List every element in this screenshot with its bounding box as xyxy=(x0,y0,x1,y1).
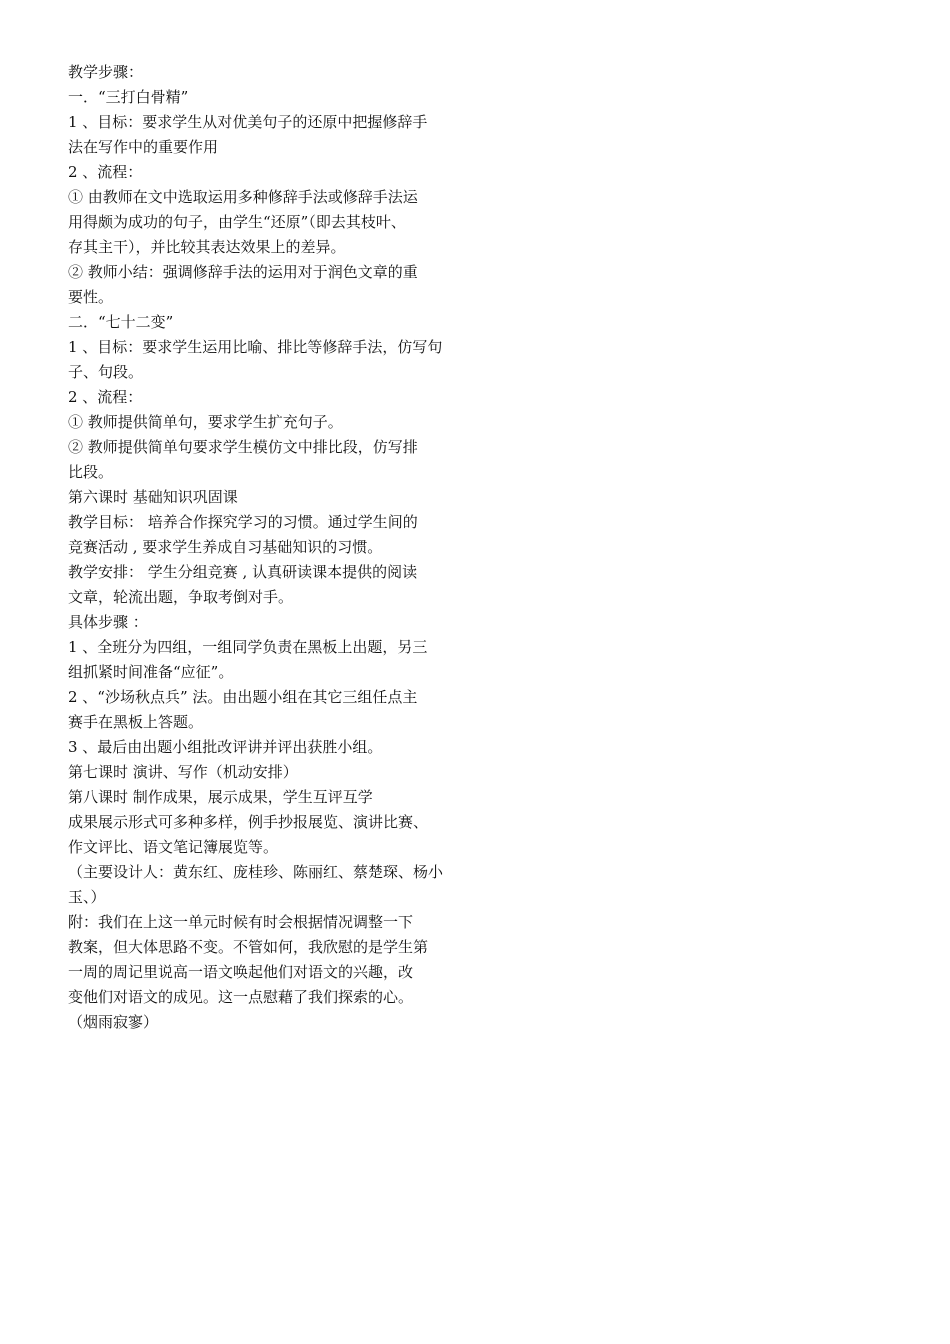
text-line: 教学目标： 培养合作探究学习的习惯。通过学生间的 xyxy=(68,513,418,531)
lesson-heading: 第六课时 基础知识巩固课 xyxy=(68,488,238,506)
text-line: 玉、） xyxy=(68,888,106,906)
text-line: 3 、最后由出题小组批改评讲并评出获胜小组。 xyxy=(68,738,383,756)
text-line: ② 教师小结：强调修辞手法的运用对于润色文章的重 xyxy=(68,263,418,281)
text-line: 教学步骤： xyxy=(68,63,144,81)
text-line: 1 、目标：要求学生从对优美句子的还原中把握修辞手 xyxy=(68,113,428,131)
lesson-heading: 第七课时 演讲、写作（机动安排） xyxy=(68,763,298,781)
text-line: 具体步骤 ： xyxy=(68,613,148,631)
text-line: 存其主干），并比较其表达效果上的差异。 xyxy=(68,238,346,256)
text-line: 组抓紧时间准备“应征”。 xyxy=(68,663,234,681)
author-signature: （烟雨寂寥） xyxy=(68,1013,159,1031)
text-line: 附：我们在上这一单元时候有时会根据情况调整一下 xyxy=(68,913,414,931)
text-line: 法在写作中的重要作用 xyxy=(68,138,219,156)
text-line: ② 教师提供简单句要求学生模仿文中排比段，仿写排 xyxy=(68,438,418,456)
text-line: 作文评比、语文笔记簿展览等。 xyxy=(68,838,279,856)
text-line: （主要设计人：黄东红、庞桂珍、陈丽红、蔡楚琛、杨小 xyxy=(68,863,444,881)
text-line: ① 教师提供简单句，要求学生扩充句子。 xyxy=(68,413,343,431)
text-line: ① 由教师在文中选取运用多种修辞手法或修辞手法运 xyxy=(68,188,418,206)
text-line: 1 、目标：要求学生运用比喻、排比等修辞手法，仿写句 xyxy=(68,338,443,356)
lesson-heading: 第八课时 制作成果，展示成果，学生互评互学 xyxy=(68,788,373,806)
text-line: 教案，但大体思路不变。不管如何，我欣慰的是学生第 xyxy=(68,938,429,956)
text-line: 要性。 xyxy=(68,288,114,306)
text-line: 2 、流程： xyxy=(68,163,143,181)
text-line: 子、句段。 xyxy=(68,363,144,381)
text-line: 教学安排： 学生分组竞赛 , 认真研读课本提供的阅读 xyxy=(68,563,418,581)
text-line: 成果展示形式可多种多样，例手抄报展览、演讲比赛、 xyxy=(68,813,429,831)
text-line: 赛手在黑板上答题。 xyxy=(68,713,204,731)
text-line: 一周的周记里说高一语文唤起他们对语文的兴趣，改 xyxy=(68,963,414,981)
text-line: 2 、流程： xyxy=(68,388,143,406)
document-body xyxy=(68,60,463,1035)
text-line: 1 、全班分为四组，一组同学负责在黑板上出题，另三 xyxy=(68,638,428,656)
section-heading: 二．“七十二变” xyxy=(68,313,174,331)
text-line: 变他们对语文的成见。这一点慰藉了我们探索的心。 xyxy=(68,988,414,1006)
text-line: 竞赛活动 , 要求学生养成自习基础知识的习惯。 xyxy=(68,538,383,556)
section-heading: 一．“三打白骨精” xyxy=(68,88,189,106)
text-line: 比段。 xyxy=(68,463,114,481)
text-line: 用得颇为成功的句子，由学生“还原”（即去其枝叶、 xyxy=(68,213,406,231)
text-line: 2 、“沙场秋点兵” 法。由出题小组在其它三组任点主 xyxy=(68,688,418,706)
text-line: 文章，轮流出题，争取考倒对手。 xyxy=(68,588,294,606)
